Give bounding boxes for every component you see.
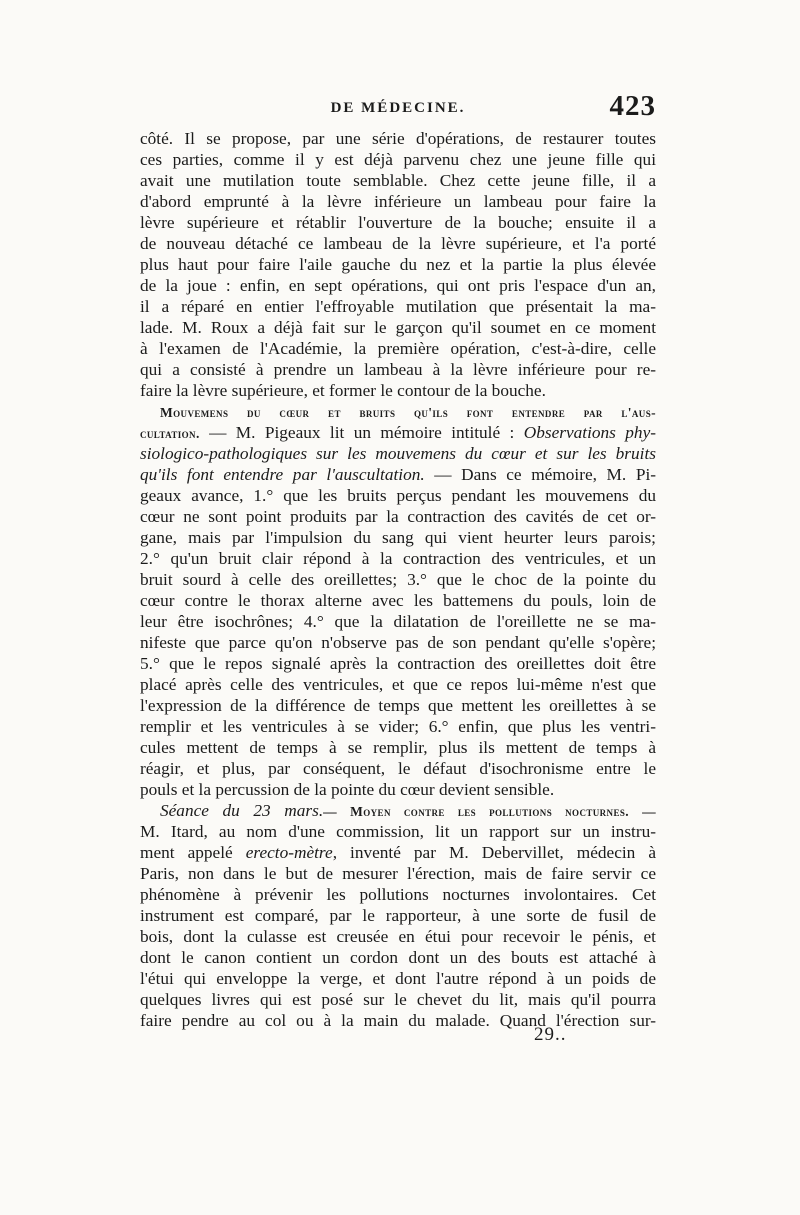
- text-line: l'étui qui enveloppe la verge, et dont l'autre répond à un poids de: [140, 969, 656, 988]
- text-line: l'expression de la différence de temps que mettent les oreillettes à se: [140, 696, 656, 715]
- text-line: de la joue : enfin, en sept opérations, qui ont pris l'espace d'un an,: [140, 276, 656, 295]
- text-line: bruit sourd à celle des oreillettes; 3.° que le choc de la pointe du: [140, 570, 656, 589]
- text-line: il a réparé en entier l'effroyable mutilation que présentait la ma-: [140, 297, 656, 316]
- page-number: 423: [609, 90, 656, 122]
- text-line: Paris, non dans le but de mesurer l'érection, mais de faire servir ce: [140, 864, 656, 883]
- text-line: ces parties, comme il y est déjà parvenu chez une jeune fille qui: [140, 150, 656, 169]
- text-line: placé après celle des ventricules, et que ce repos lui-même n'est que: [140, 675, 656, 694]
- text-line: lade. M. Roux a déjà fait sur le garçon qu'il soumet en ce moment: [140, 318, 656, 337]
- running-head: DE MÉDECINE.: [330, 100, 466, 116]
- text-line: instrument est comparé, par le rapporteur, à une sorte de fusil de: [140, 906, 656, 925]
- page-header: [140, 90, 656, 130]
- section-heading-heart-sounds: [140, 401, 656, 422]
- memoir-title: Observations phy-: [523, 423, 656, 442]
- text-line: [140, 443, 656, 464]
- inline-text: ment appelé: [140, 843, 246, 862]
- section-heading-text: — Moyen contre les pollutions nocturnes. —: [323, 804, 656, 819]
- text-line: [140, 842, 656, 863]
- inline-text: — Dans ce mémoire, M. Pi-: [424, 465, 656, 484]
- memoir-title: qu'ils font entendre par l'auscultation.: [140, 465, 425, 484]
- section-heading-text: Mouvemens du cœur et bruits qu'ils font entendre par l'aus-: [160, 405, 656, 420]
- instrument-name: erecto-mètre: [245, 843, 333, 862]
- section-heading-text: cultation.: [140, 426, 200, 441]
- text-line: nifeste que parce qu'on n'observe pas de son pendant qu'elle s'opère;: [140, 633, 656, 652]
- text-line: avait une mutilation toute semblable. Chez cette jeune fille, il a: [140, 171, 656, 190]
- text-line: phénomène à prévenir les pollutions nocturnes involontaires. Cet: [140, 885, 656, 904]
- session-heading: [140, 800, 656, 821]
- text-line: 2.° qu'un bruit clair répond à la contraction des ventricules, et un: [140, 549, 656, 568]
- text-line: dont le canon contient un cordon dont un des bouts est attaché à: [140, 948, 656, 967]
- text-line: de nouveau détaché ce lambeau de la lèvre supérieure, et l'a porté: [140, 234, 656, 253]
- text-line: faire pendre au col ou à la main du malade. Quand l'érection sur-: [140, 1011, 656, 1030]
- text-line: cœur contre le thorax alterne avec les battemens du pouls, loin de: [140, 591, 656, 610]
- text-line: côté. Il se propose, par une série d'opérations, de restaurer toutes: [140, 129, 656, 148]
- signature-mark: 29..: [534, 1024, 567, 1045]
- text-line: plus haut pour faire l'aile gauche du nez et la partie la plus élevée: [140, 255, 656, 274]
- inline-text: , inventé par M. Debervillet, médecin à: [332, 843, 656, 862]
- text-line: remplir et les ventricules à se vider; 6.° enfin, que plus les ventri-: [140, 717, 656, 736]
- session-date: Séance du 23 mars.: [160, 801, 324, 820]
- body-text: [140, 128, 656, 1031]
- text-line: gane, mais par l'impulsion du sang qui vient heurter leurs parois;: [140, 528, 656, 547]
- text-line: geaux avance, 1.° que les bruits perçus pendant les mouvemens du: [140, 486, 656, 505]
- text-line: qui a consisté à prendre un lambeau à la lèvre inférieure pour re-: [140, 360, 656, 379]
- text-line: réagir, et plus, par conséquent, le défaut d'isochronisme entre le: [140, 759, 656, 778]
- text-line: [140, 422, 656, 443]
- text-line: bois, dont la culasse est creusée en étui pour recevoir le pénis, et: [140, 927, 656, 946]
- memoir-title: siologico-pathologiques sur les mouvemens du cœur et sur les bruits: [140, 444, 656, 463]
- text-line: pouls et la percussion de la pointe du cœur devient sensible.: [140, 780, 555, 799]
- text-line: leur être isochrônes; 4.° que la dilatation de l'oreillette ne se ma-: [140, 612, 656, 631]
- text-line: M. Itard, au nom d'une commission, lit un rapport sur un instru-: [140, 822, 656, 841]
- text-line: lèvre supérieure et rétablir l'ouverture de la bouche; ensuite il a: [140, 213, 656, 232]
- text-line: quelques livres qui est posé sur le chevet du lit, mais qu'il pourra: [140, 990, 656, 1009]
- text-line: 5.° que le repos signalé après la contraction des oreillettes doit être: [140, 654, 656, 673]
- text-line: à l'examen de l'Académie, la première opération, c'est-à-dire, celle: [140, 339, 656, 358]
- text-line: faire la lèvre supérieure, et former le contour de la bouche.: [140, 381, 546, 400]
- text-line: cules mettent de temps à se remplir, plus ils mettent de temps à: [140, 738, 656, 757]
- text-line: [140, 464, 656, 485]
- text-line: d'abord emprunté à la lèvre inférieure un lambeau pour faire la: [140, 192, 656, 211]
- inline-text: — M. Pigeaux lit un mémoire intitulé :: [199, 423, 524, 442]
- text-line: cœur ne sont point produits par la contraction des cavités de cet or-: [140, 507, 656, 526]
